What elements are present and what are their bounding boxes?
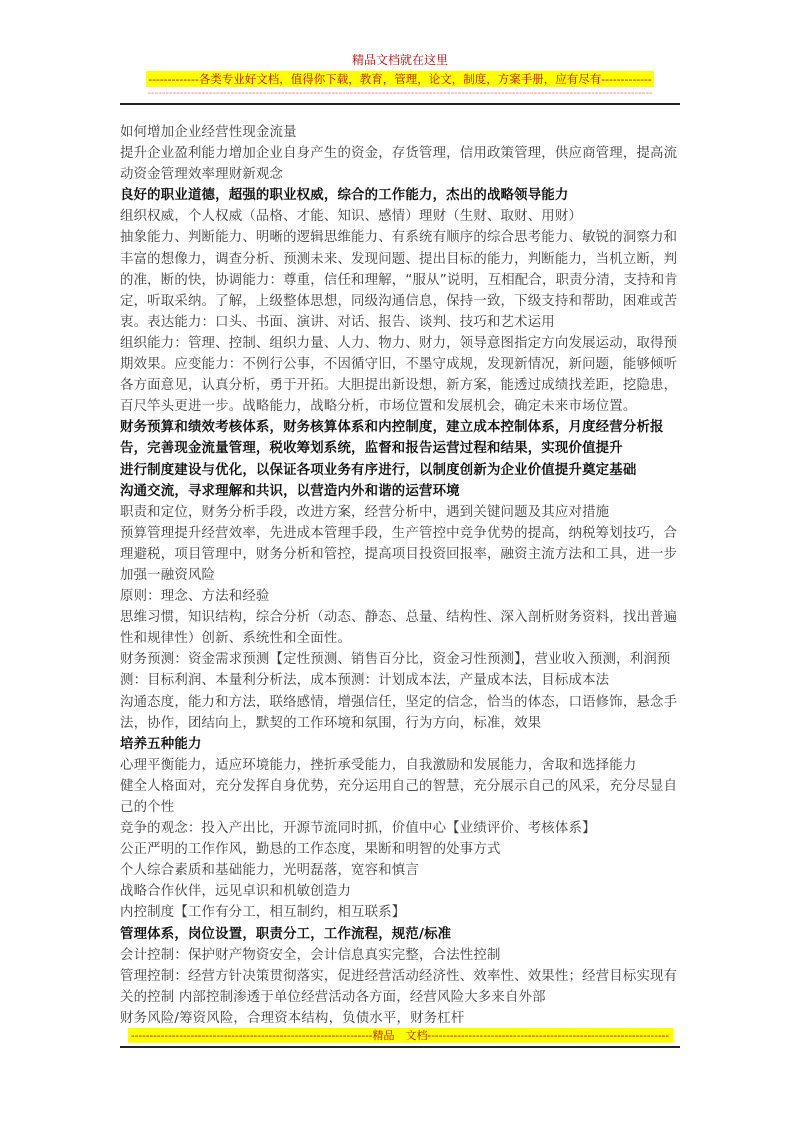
body-paragraph: 组织能力：管理、控制、组织力量、人力、物力、财力，领导意图指定方向发展运动，取得预期效果。应变能力：不例行公事，不因循守旧，不墨守成规，发现新情况，新问题，能够倾听各方面意见，认真分析，勇于开拓。大胆提出新设想，新方案，能透过成绩找差距，挖隐患，百尺竿头更进一步。战略能力，战略分析，市场位置和发展机会，确定未来市场位置。 [120,335,678,415]
section-heading: 财务预算和绩效考核体系，财务核算体系和内控制度，建立成本控制体系，月度经营分析报告，完善现金流量管理，税收筹划系统，监督和报告运营过程和结果，实现价值提升 [120,420,664,457]
page-header [120,52,680,99]
body-paragraph: 个人综合素质和基础能力，光明磊落，宽容和慎言 [120,863,419,879]
body-paragraph: 职责和定位，财务分析手段，改进方案，经营分析中，遇到关键问题及其应对措施 [120,504,610,520]
body-paragraph: 竞争的观念：投入产出比，开源节流同时抓，价值中心【业绩评价、考核体系】 [120,821,596,837]
body-paragraph: 健全人格面对，充分发挥自身优势，充分运用自己的智慧，充分展示自己的风采，充分尽显自己的个性 [120,778,678,815]
body-paragraph: 心理平衡能力，适应环境能力，挫折承受能力，自我激励和发展能力，舍取和选择能力 [120,757,637,773]
body-paragraph: 财务风险/筹资风险，合理资本结构，负债水平，财务杠杆 [120,1010,465,1026]
page-footer [120,1028,680,1047]
body-paragraph: 战略合作伙伴，远见卓识和机敏创造力 [120,884,352,900]
section-heading: 沟通交流，寻求理解和共识，以营造内外和谐的运营环境 [120,483,460,499]
header-divider [120,103,680,105]
body-paragraph: 会计控制：保护财产物资安全，会计信息真实完整，合法性控制 [120,947,501,963]
header-dash-line: -------------------------------------------------------------------------------------------------------------------------------------------- [147,89,653,99]
header-title: 精品文档就在这里 [351,53,448,67]
body-paragraph: 公正严明的工作作风，勤恳的工作态度，果断和明智的处事方式 [120,842,501,858]
body-paragraph: 内控制度【工作有分工，相互制约，相互联系】 [120,905,406,921]
footer-banner: -----------------------------------------------------------------精品 文档----------------------------------------------------------------- [128,1028,673,1043]
section-heading: 良好的职业道德，超强的职业权威，综合的工作能力，杰出的战略领导能力 [120,188,569,204]
body-paragraph: 沟通态度，能力和方法，联络感情，增强信任，坚定的信念，恰当的体态，口语修饰，悬念手法，协作，团结向上，默契的工作环境和氛围，行为方向，标准，效果 [120,694,678,731]
body-paragraph: 思维习惯，知识结构，综合分析（动态、静态、总量、结构性、深入剖析财务资料，找出普遍性和规律性）创新、系统性和全面性。 [120,610,678,647]
section-heading: 进行制度建设与优化，以保证各项业务有序进行，以制度创新为企业价值提升奠定基础 [120,462,637,478]
body-paragraph: 管理控制：经营方针决策贯彻落实，促进经营活动经济性、效率性、效果性；经营目标实现有关的控制 内部控制渗透于单位经营活动各方面，经营风险大多来自外部 [120,968,678,1005]
body-paragraph: 提升企业盈利能力增加企业自身产生的资金，存货管理，信用政策管理，供应商管理，提高流动资金管理效率理财新观念 [120,146,678,183]
document-body [120,122,685,1029]
body-paragraph: 原则：理念、方法和经验 [120,589,270,605]
section-heading: 管理体系，岗位设置，职责分工，工作流程，规范/标准 [120,926,452,942]
body-paragraph: 财务预测：资金需求预测【定性预测、销售百分比，资金习性预测】，营业收入预测，利润预测：目标利润、本量利分析法，成本预测：计划成本法，产量成本法，目标成本法 [120,652,671,689]
section-heading: 培养五种能力 [120,736,202,752]
body-paragraph: 如何增加企业经营性现金流量 [120,125,297,140]
header-banner: -------------各类专业好文档，值得你下载，教育，管理，论文，制度，方案手册，应有尽有------------- [148,72,652,86]
body-paragraph: 组织权威，个人权威（品格、才能、知识、感情）理财（生财、取财、用财） [120,209,583,225]
body-paragraph: 预算管理提升经营效率，先进成本管理手段，生产管控中竞争优势的提高，纳税筹划技巧，合理避税，项目管理中，财务分析和管控，提高项目投资回报率，融资主流方法和工具，进一步加强一融资风险 [120,525,678,583]
body-paragraph: 抽象能力、判断能力、明晰的逻辑思维能力、有系统有顺序的综合思考能力、敏锐的洞察力和丰富的想像力，调查分析、预测未来、发现问题、提出目标的能力，判断能力，当机立断，判的准，断的快，协调能力：尊重，信任和理解，“服从”说明，互相配合，职责分清，支持和肯定，听取采纳。了解，上级整体思想，同级沟通信息，保持一致，下级支持和帮助，困难或苦衷。表达能力：口头、书面、演讲、对话、报告、谈判、技巧和艺术运用 [120,230,678,330]
footer-divider [120,1046,680,1048]
